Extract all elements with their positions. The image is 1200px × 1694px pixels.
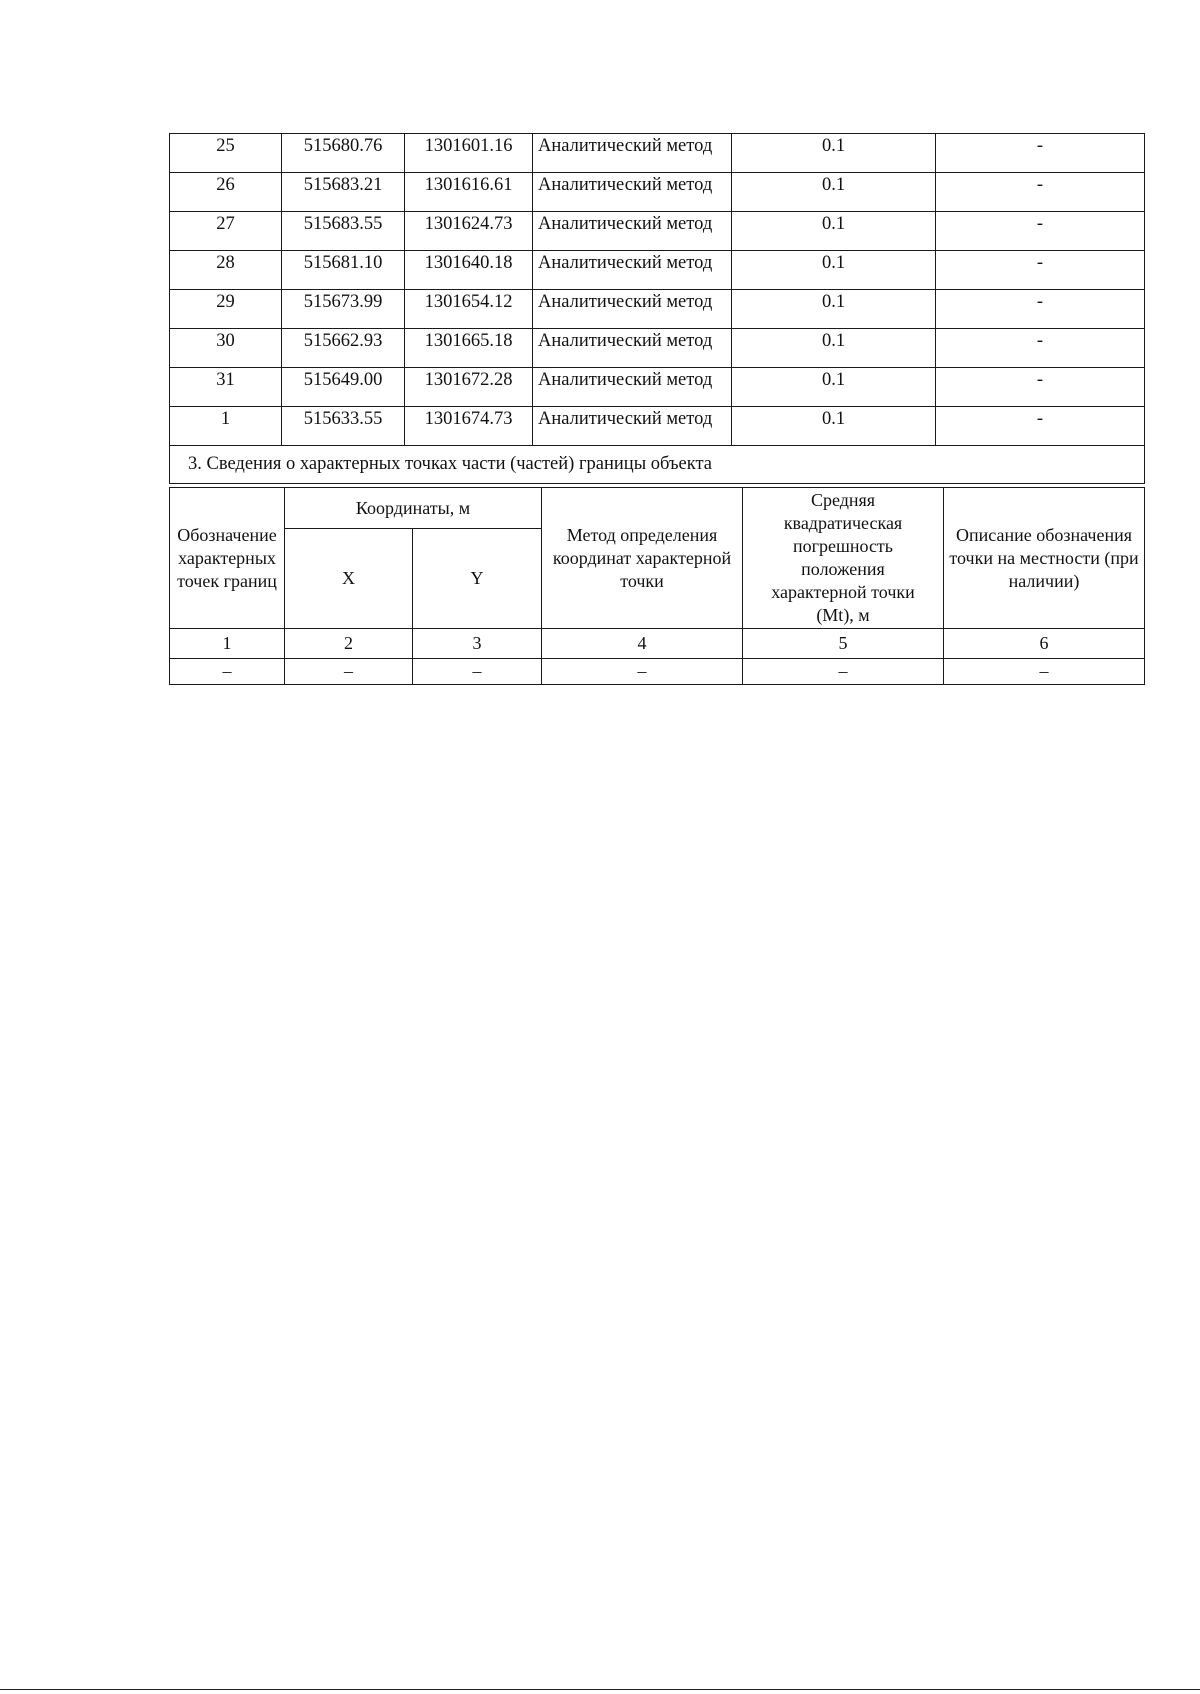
x-coordinate: 515683.55 [282,212,405,251]
table-cell: – [285,659,413,685]
method: Аналитический метод [533,290,732,329]
y-coordinate: 1301616.61 [405,173,533,212]
method: Аналитический метод [533,329,732,368]
y-coordinate: 1301624.73 [405,212,533,251]
table-cell: – [413,659,542,685]
table-cell: – [170,659,285,685]
description: - [936,173,1145,212]
x-coordinate: 515681.10 [282,251,405,290]
error-value: 0.1 [732,329,936,368]
x-coordinate: 515683.21 [282,173,405,212]
method: Аналитический метод [533,134,732,173]
column-number: 1 [170,629,285,659]
description: - [936,368,1145,407]
header-y: Y [413,529,542,629]
header-method: Метод определения координат характерной точки [542,488,743,629]
column-number: 5 [743,629,944,659]
x-coordinate: 515649.00 [282,368,405,407]
method: Аналитический метод [533,212,732,251]
y-coordinate: 1301672.28 [405,368,533,407]
header-coordinates: Координаты, м [285,488,542,529]
header-x: X [285,529,413,629]
y-coordinate: 1301674.73 [405,407,533,446]
table-row [170,212,1145,251]
column-number: 4 [542,629,743,659]
section-title-row [170,446,1145,484]
error-value: 0.1 [732,251,936,290]
x-coordinate: 515680.76 [282,134,405,173]
method: Аналитический метод [533,407,732,446]
boundary-points-table [169,133,1145,484]
table-row [170,659,1145,685]
description: - [936,290,1145,329]
error-value: 0.1 [732,212,936,251]
description: - [936,134,1145,173]
table-cell: – [944,659,1145,685]
method: Аналитический метод [533,368,732,407]
bottom-rule [0,1689,1200,1690]
method: Аналитический метод [533,173,732,212]
y-coordinate: 1301665.18 [405,329,533,368]
column-number: 2 [285,629,413,659]
x-coordinate: 515673.99 [282,290,405,329]
table-row [170,407,1145,446]
point-number: 29 [170,290,282,329]
column-number: 3 [413,629,542,659]
description: - [936,251,1145,290]
x-coordinate: 515662.93 [282,329,405,368]
header-designation: Обозначение характерных точек границ [170,488,285,629]
error-value: 0.1 [732,173,936,212]
table-row [170,290,1145,329]
point-number: 31 [170,368,282,407]
y-coordinate: 1301654.12 [405,290,533,329]
section-title: 3. Сведения о характерных точках части (частей) границы объекта [170,446,1145,484]
description: - [936,212,1145,251]
point-number: 25 [170,134,282,173]
description: - [936,407,1145,446]
y-coordinate: 1301640.18 [405,251,533,290]
column-number-row [170,629,1145,659]
table-row [170,134,1145,173]
error-value: 0.1 [732,407,936,446]
table-row [170,173,1145,212]
error-value: 0.1 [732,134,936,173]
error-value: 0.1 [732,290,936,329]
boundary-parts-table [169,487,1145,685]
table-row [170,329,1145,368]
method: Аналитический метод [533,251,732,290]
point-number: 27 [170,212,282,251]
error-value: 0.1 [732,368,936,407]
header-description: Описание обозначения точки на местности (при наличии) [944,488,1145,629]
x-coordinate: 515633.55 [282,407,405,446]
table-cell: – [743,659,944,685]
point-number: 28 [170,251,282,290]
column-number: 6 [944,629,1145,659]
point-number: 30 [170,329,282,368]
point-number: 1 [170,407,282,446]
header-error: Средняя квадратическая погрешность положения характерной точки (Mt), м [743,488,944,629]
point-number: 26 [170,173,282,212]
description: - [936,329,1145,368]
table-row [170,368,1145,407]
y-coordinate: 1301601.16 [405,134,533,173]
table-cell: – [542,659,743,685]
table-row [170,251,1145,290]
